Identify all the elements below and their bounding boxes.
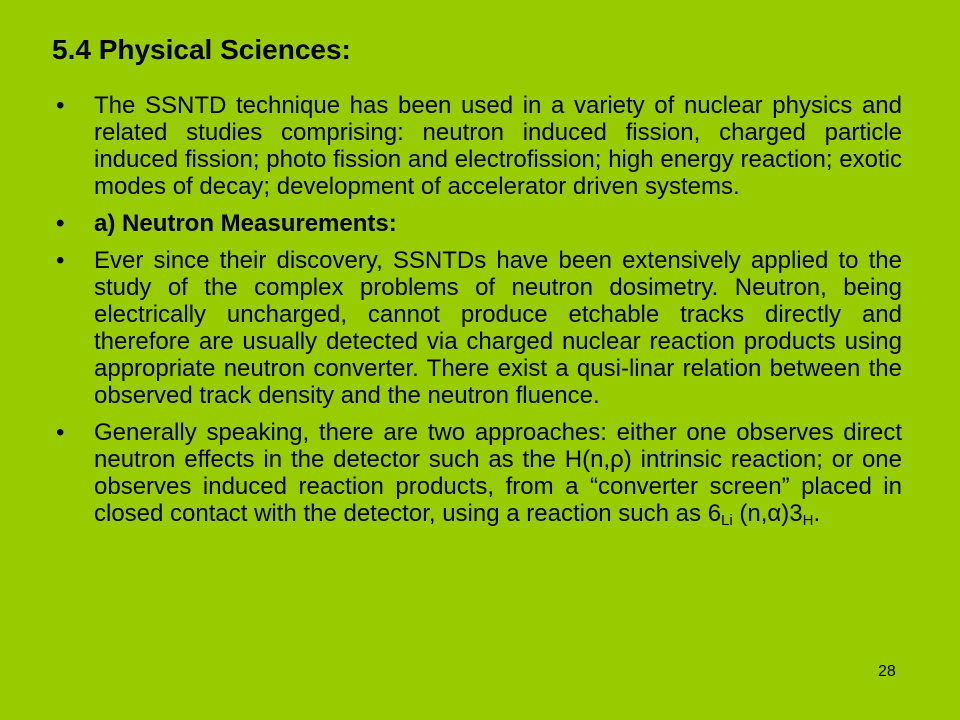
page-number: 28 <box>878 663 896 680</box>
bullet-text: Ever since their discovery, SSNTDs have been extensively applied to the study of the complex problems of neutron dosimetry. Neutron, being electrically uncharged, cannot produce etchable tracks directly and therefore are usually detected via charged nuclear reaction products using appropriate neutron converter. There exist a qusi-linar relation between the observed track density and the neutron fluence. <box>94 247 902 409</box>
bullet-neutron-dosimetry <box>56 247 902 409</box>
bullet-list <box>56 92 902 544</box>
bullet-text-part: ) intrinsic reaction; or one observes induced reaction products, from a “converter screen” placed in closed contact with the detector, using a reaction such as 6 <box>94 446 903 527</box>
alpha-symbol: α <box>767 500 782 527</box>
slide-title: 5.4 Physical Sciences: <box>52 34 351 65</box>
bullet-dot-icon: • <box>56 419 65 446</box>
bullet-text-part: )3 <box>781 500 803 527</box>
h-subscript: H <box>802 512 814 529</box>
bullet-dot-icon: • <box>56 210 65 237</box>
bullet-ssntd-technique <box>56 92 902 200</box>
bullet-text-part: (n, <box>732 500 768 527</box>
bullet-dot-icon: • <box>56 247 65 274</box>
rho-symbol: ρ <box>610 446 624 473</box>
bullet-text: a) Neutron Measurements: <box>94 210 397 237</box>
bullet-dot-icon: • <box>56 92 65 119</box>
bullet-two-approaches <box>56 419 902 534</box>
bullet-text-part: Generally speaking, there are two approaches: either one observes direct neutron effects in the detector such as the H(n, <box>94 419 902 473</box>
bullet-text-part: . <box>813 500 821 527</box>
bullet-neutron-measurements-heading <box>56 210 902 237</box>
li-subscript: Li <box>721 512 733 529</box>
bullet-text: The SSNTD technique has been used in a variety of nuclear physics and related studies comprising: neutron induced fission, charged particle induced fission; photo fission and electrofission; high energy reaction; exotic modes of decay; development of accelerator driven systems. <box>94 92 902 200</box>
